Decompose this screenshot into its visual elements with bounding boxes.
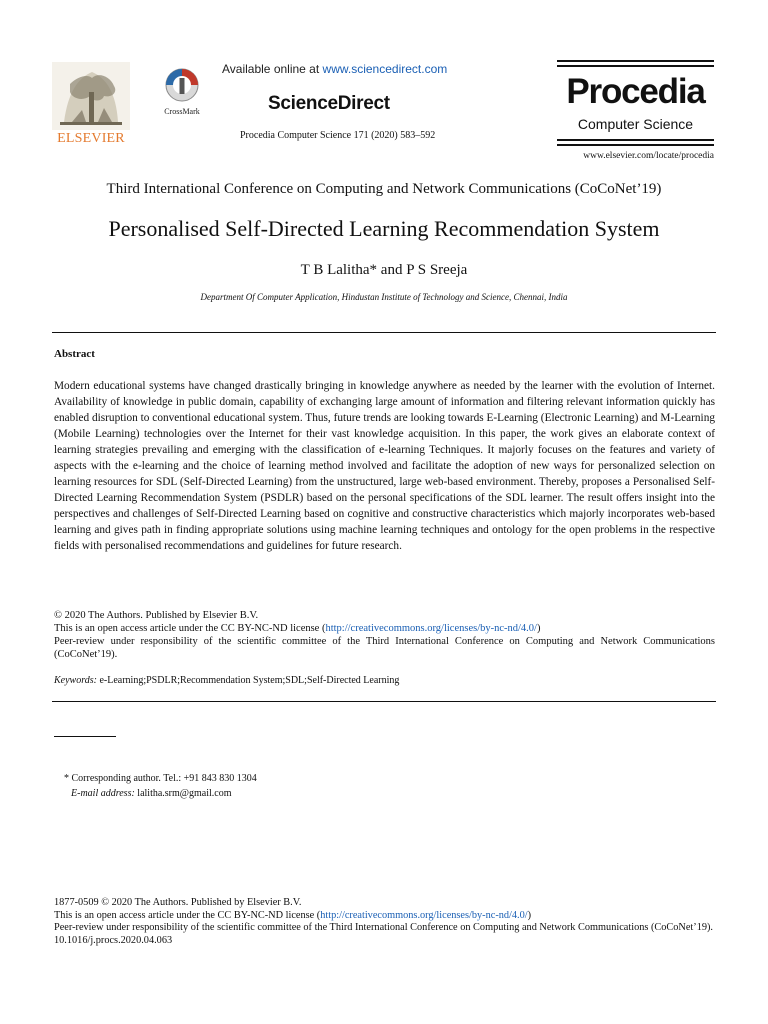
available-online-line xyxy=(222,62,447,76)
license-prefix: This is an open access article under the CC BY-NC-ND license ( xyxy=(54,623,326,634)
license-line xyxy=(54,622,715,635)
copyright-block xyxy=(54,609,715,661)
crossmark-label: CrossMark xyxy=(164,107,200,116)
keywords-line xyxy=(54,675,715,686)
divider-top xyxy=(52,332,716,333)
peer-review-line: Peer-review under responsibility of the scientific committee of the Third International Conference on Computing and Network Communications (CoCoNet’19). xyxy=(54,636,715,660)
crossmark-badge[interactable] xyxy=(158,68,206,116)
elsevier-wordmark: ELSEVIER xyxy=(57,131,125,146)
email-label: E-mail address: xyxy=(71,788,135,799)
crossmark-icon xyxy=(165,68,199,102)
footer-peer-review: Peer-review under responsibility of the scientific committee of the Third International Conference on Computing and Network Communications (CoCoNet’19). xyxy=(54,922,714,934)
email-address[interactable]: lalitha.srm@gmail.com xyxy=(134,788,232,799)
abstract-text: Modern educational systems have changed drastically bringing in knowledge anywhere as needed by the learner with the evolution of Internet. Availability of knowledge in public domain, capability of exchanging large amount of information and filtering relevant information quickly has enabled disruption to conventional educational system. Thus, future trends are looking towards E-Learning (Electronic Learning) and M-Learning (Mobile Learning) technologies over the Internet for their vast knowledge acquisition. In this paper, the work gives an elaborate context of learning strategies prevailing and emerging with the classification of e-learning Techniques. It majorly focuses on the features and variety of aspects with the e-learning and the choice of learning method involved and facilitate the adoption of new ways for personalized selection on learning resources for SDL (Self-Directed Learning) from the unstructured, large web-based environment. Thereby, proposes a Personalised Self-Directed Learning Recommendation System (PSDLR) based on the personal specifications of the SDL learner. The result offers insight into the perspectives and challenges of Self-Directed Learning based on cognitive and constructive characteristics which majorly incorporates web-based learning and gives path in finding appropriate solutions using machine learning techniques and ontology for the open problems in the respective fields with personalised recommendations and guidelines for future research. xyxy=(54,380,715,552)
corresponding-author: * Corresponding author. Tel.: +91 843 830 1304 xyxy=(64,773,257,784)
email-line xyxy=(64,786,257,801)
abstract-heading: Abstract xyxy=(54,348,95,360)
journal-url[interactable]: www.elsevier.com/locate/procedia xyxy=(583,151,714,161)
doi[interactable]: 10.1016/j.procs.2020.04.063 xyxy=(54,934,173,946)
procedia-rule-bottom-2 xyxy=(557,144,714,146)
procedia-subtitle: Computer Science xyxy=(577,116,694,132)
footer-license-link[interactable]: http://creativecommons.org/licenses/by-nc-nd/4.0/ xyxy=(320,909,528,921)
keywords-label: Keywords: xyxy=(54,675,97,686)
footer-license-line xyxy=(54,910,715,923)
conference-name: Third International Conference on Computing and Network Communications (CoCoNet’19) xyxy=(106,181,662,197)
license-suffix: ) xyxy=(536,623,541,634)
divider-bottom xyxy=(52,701,716,702)
keywords-list: e-Learning;PSDLR;Recommendation System;SDL;Self-Directed Learning xyxy=(96,675,400,686)
footnote xyxy=(64,771,257,801)
procedia-rule-bottom xyxy=(557,139,714,141)
footer-license-suffix: ) xyxy=(527,909,532,921)
page-footer xyxy=(54,897,715,947)
procedia-rule-top-2 xyxy=(557,65,714,67)
sciencedirect-wordmark: ScienceDirect xyxy=(268,93,390,114)
paper-title: Personalised Self-Directed Learning Recommendation System xyxy=(108,216,660,241)
procedia-rule-top xyxy=(557,60,714,62)
procedia-logo xyxy=(557,60,714,146)
license-link[interactable]: http://creativecommons.org/licenses/by-nc-nd/4.0/ xyxy=(325,623,537,634)
issn-line: 1877-0509 © 2020 The Authors. Published by Elsevier B.V. xyxy=(54,897,302,908)
copyright-line: © 2020 The Authors. Published by Elsevier B.V. xyxy=(54,610,259,621)
footnote-rule xyxy=(54,736,116,737)
available-online-prefix: Available online at xyxy=(222,62,323,76)
footer-license-prefix: This is an open access article under the CC BY-NC-ND license ( xyxy=(54,909,321,921)
journal-reference: Procedia Computer Science 171 (2020) 583–592 xyxy=(240,130,436,141)
sciencedirect-link[interactable]: www.sciencedirect.com xyxy=(322,62,448,76)
affiliation: Department Of Computer Application, Hindustan Institute of Technology and Science, Chennai, India xyxy=(200,292,568,302)
procedia-wordmark: Procedia xyxy=(566,72,705,111)
author-list: T B Lalitha* and P S Sreeja xyxy=(300,262,468,278)
